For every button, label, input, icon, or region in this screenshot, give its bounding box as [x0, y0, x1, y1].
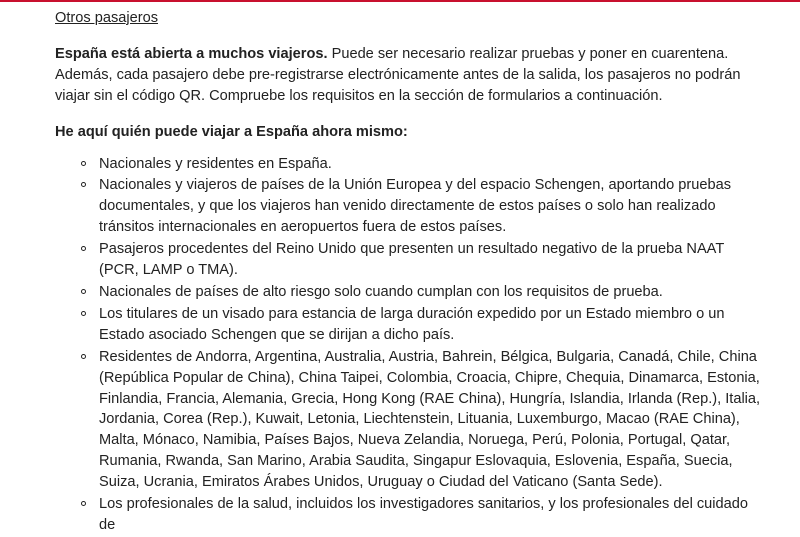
list-item: [55, 239, 765, 281]
list-item-text: Residentes de Andorra, Argentina, Australia, Austria, Bahrein, Bélgica, Bulgaria, Canadá, Chile, China (República Popular de China), China Taipei, Colombia, Croacia, Chipre, Chequia, Dinamarca, Estonia, Finlandia, Francia, Alemania, Grecia, Hong Kong (RAE China), Hungría, Islandia, Irlanda (Rep.), Italia, Jordania, Corea (Rep.), Kuwait, Letonia, Liechtenstein, Lituania, Luxemburgo, Macao (RAE China), Malta, Mónaco, Namibia, Países Bajos, Nueva Zelandia, Noruega, Perú, Polonia, Portugal, Qatar, Rumania, Rwanda, San Marino, Arabia Saudita, Singapur Eslovaquia, Eslovenia, España, Suecia, Suiza, Ucrania, Emiratos Árabes Unidos, Uruguay o Ciudad del Vaticano (Santa Sede).: [99, 348, 761, 491]
bullet-circle-icon: [81, 354, 86, 359]
list-item: [55, 304, 765, 346]
bullet-circle-icon: [81, 161, 86, 166]
list-item-text: Los profesionales de la salud, incluidos los investigadores sanitarios, y los profesionales del cuidado de: [99, 496, 748, 533]
list-item-text: Los titulares de un visado para estancia de larga duración expedido por un Estado miembro o un Estado asociado Schengen que se dirijan a dicho país.: [99, 305, 725, 343]
list-item-text: Pasajeros procedentes del Reino Unido que presenten un resultado negativo de la prueba NAAT (PCR, LAMP o TMA).: [99, 241, 724, 279]
list-item: [55, 154, 765, 175]
list-item-text: Nacionales y residentes en España.: [99, 155, 332, 172]
bullet-circle-icon: [81, 246, 86, 251]
who-can-travel-heading: He aquí quién puede viajar a España ahora mismo:: [55, 123, 408, 140]
list-item: [55, 282, 765, 303]
list-item-text: Nacionales de países de alto riesgo solo cuando cumplan con los requisitos de prueba.: [99, 283, 663, 300]
list-item: [55, 347, 765, 493]
list-item-text: Nacionales y viajeros de países de la Unión Europea y del espacio Schengen, aportando pruebas documentales, y que los viajeros han venido directamente de estos países o solo han realizado tránsitos internacionales en aeropuertos fuera de estos países.: [99, 177, 731, 236]
list-item: [55, 494, 765, 536]
list-item: [55, 175, 765, 238]
bullet-circle-icon: [81, 182, 86, 187]
article-content: [55, 8, 765, 537]
bullet-circle-icon: [81, 501, 86, 506]
intro-text: Puede ser necesario realizar pruebas y poner en cuarentena. Además, cada pasajero debe pre-registrarse electrónicamente antes de la salida, los pasajeros no podrán viajar sin el código QR. Compruebe los requisitos en la sección de formularios a continuación.: [55, 45, 741, 104]
intro-paragraph: [55, 44, 765, 107]
traveler-list: [55, 154, 765, 536]
bullet-circle-icon: [81, 311, 86, 316]
tab-otros-pasajeros[interactable]: Otros pasajeros: [55, 10, 159, 26]
intro-bold: España está abierta a muchos viajeros.: [55, 45, 328, 62]
top-accent-rule: [0, 0, 800, 2]
bullet-circle-icon: [81, 289, 86, 294]
